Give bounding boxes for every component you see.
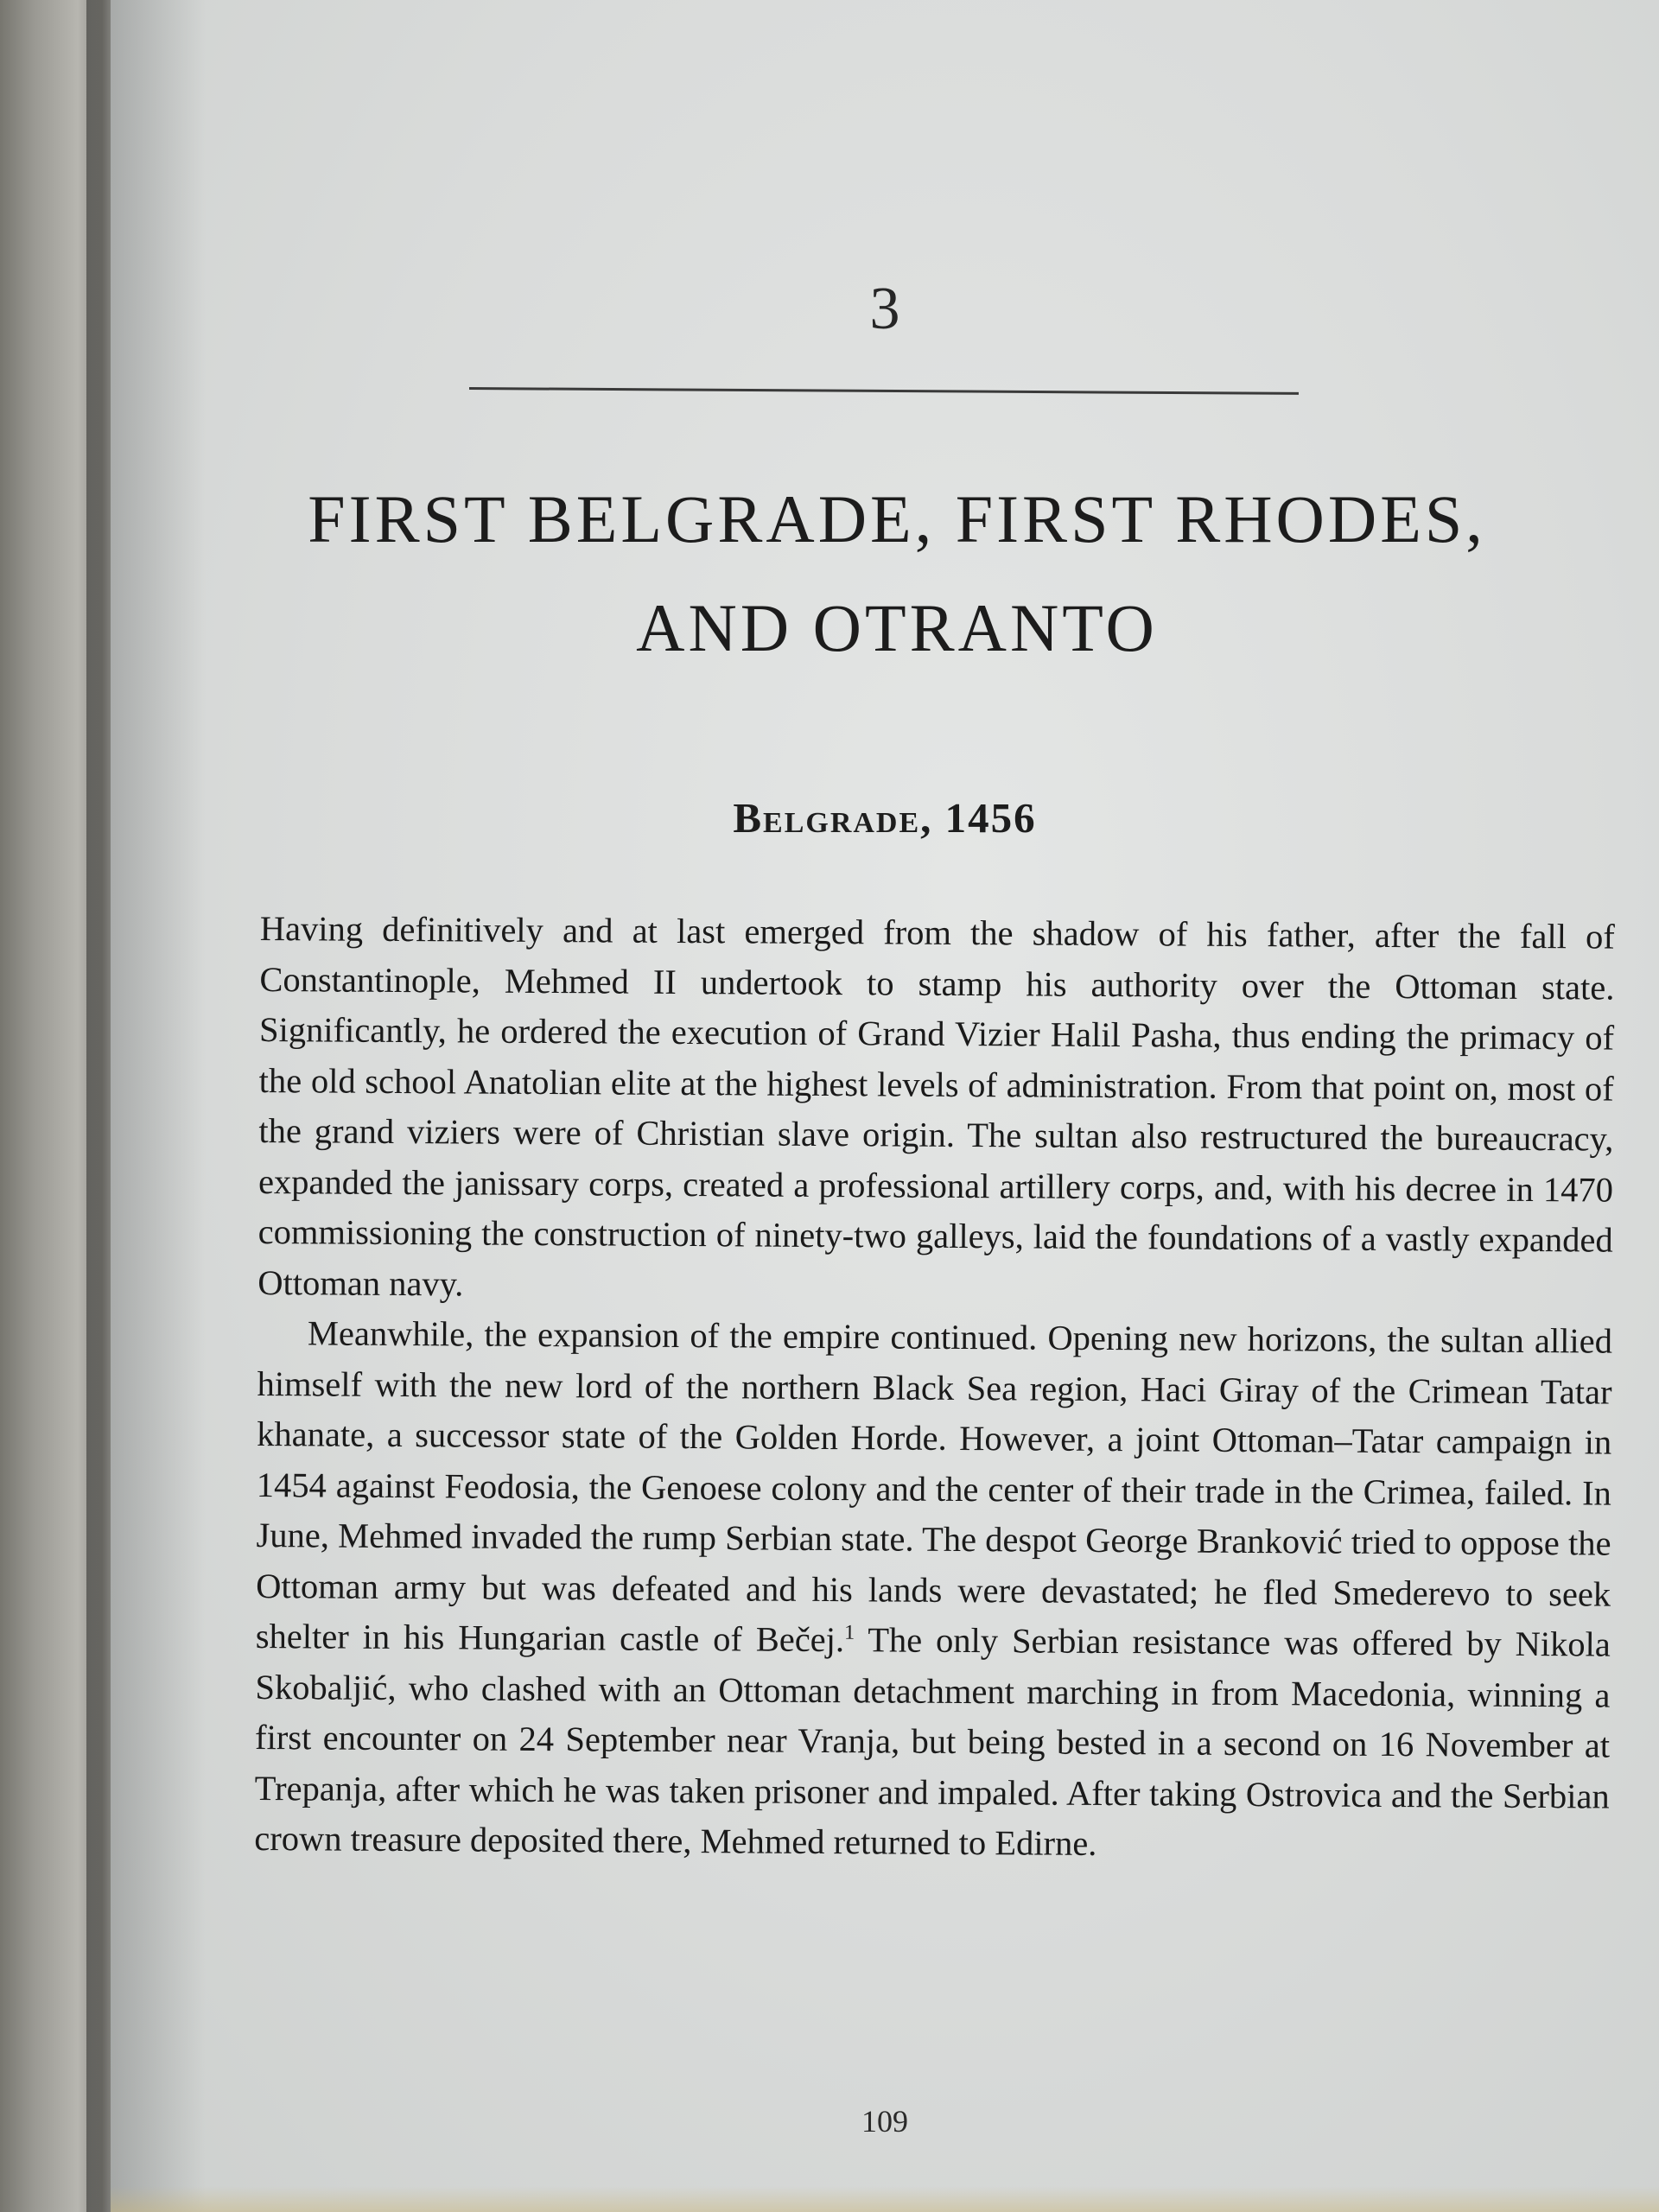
body-text <box>254 904 1615 1872</box>
section-heading: Belgrade, 1456 <box>733 794 1037 842</box>
page-bottom-edge <box>111 2186 1659 2212</box>
paragraph-1: Having definitively and at last emerged from the shadow of his father, after the fall of Constantinople, Mehmed II undertook to stamp his authority over the Ottoman state. Significantly, he ordered the execution of Grand Vizier Halil Pasha, thus ending the primacy of the old school Anatolian elite at the highest levels of administration. From that point on, most of the grand viziers were of Christian slave origin. The sultan also restructured the bureaucracy, expanded the janissary corps, created a professional artillery corps, and, with his decree in 1470 commissioning the construction of ninety-two galleys, laid the foundations of a vastly expanded Ottoman navy. <box>257 908 1615 1303</box>
paragraph-2-text-a: Meanwhile, the expansion of the empire continued. Opening new horizons, the sultan allied himself with the new lord of the northern Black Sea region, Haci Giray of the Crimean Tatar khanate, a successor state of the Golden Horde. However, a joint Ottoman–Tatar campaign in 1454 against Feodosia, the Genoese colony and the center of their trade in the Crimea, failed. In June, Mehmed invaded the rump Serbian state. The despot George Branković tried to oppose the Ottoman army but was defeated and his lands were devastated; he fled Smederevo to seek shelter in his Hungarian castle of Bečej. <box>255 1313 1613 1660</box>
chapter-number: 3 <box>869 276 900 342</box>
paragraph-2-text-b: The only Serbian resistance was offered by Nikola Skobaljić, who clashed with an Ottoman detachment marching in from Macedonia, winning a first encounter on 24 September near Vranja, but being bested in a second on 16 November at Trepanja, after which he was taken prisoner and impaled. After taking Ostrovica and the Serbian crown treasure deposited there, Mehmed returned to Edirne. <box>254 1620 1611 1863</box>
chapter-title: FIRST BELGRADE, FIRST RHODES, AND OTRANTO <box>308 481 1486 665</box>
book-page <box>111 0 1659 2212</box>
chapter-divider <box>469 387 1299 395</box>
page-number: 109 <box>861 2104 908 2139</box>
paragraph-2 <box>254 1308 1612 1872</box>
footnote-marker: 1 <box>844 1621 855 1644</box>
